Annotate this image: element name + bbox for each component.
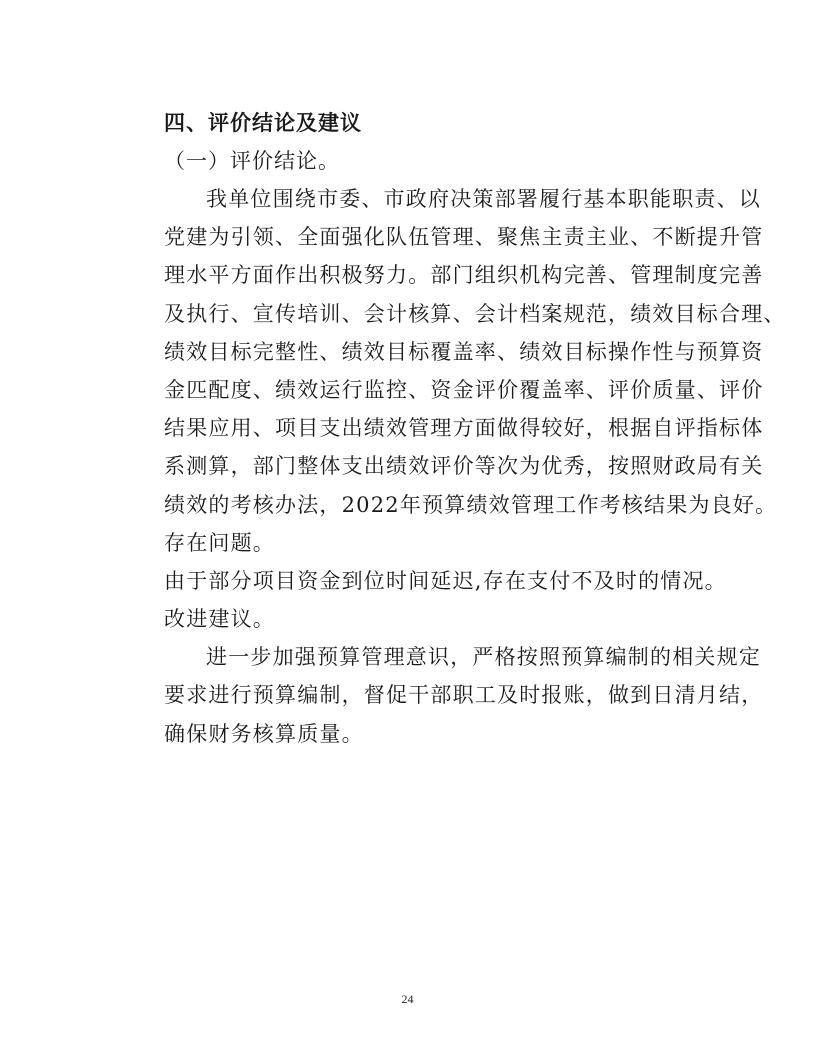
problems-text: 由于部分项目资金到位时间延迟,存在支付不及时的情况。: [164, 568, 727, 593]
paragraph-line: 确保财务核算质量。: [164, 721, 364, 746]
section-heading: 四、评价结论及建议: [164, 111, 362, 135]
problems-title: 存在问题。: [164, 530, 275, 555]
paragraph-line: 系测算，部门整体支出绩效评价等次为优秀，按照财政局有关: [164, 454, 764, 479]
paragraph-line: 绩效的考核办法，2022年预算绩效管理工作考核结果为良好。: [164, 492, 778, 517]
subsection-heading: （一）评价结论。: [164, 149, 340, 173]
suggestions-title: 改进建议。: [164, 607, 275, 632]
conclusion-paragraph: [122, 180, 786, 524]
paragraph-line: 绩效目标完整性、绩效目标覆盖率、绩效目标操作性与预算资: [164, 339, 764, 364]
paragraph-line: 金匹配度、绩效运行监控、资金评价覆盖率、评价质量、评价: [164, 377, 764, 402]
page-number: 24: [401, 992, 414, 1006]
paragraph-line: 及执行、宣传培训、会计核算、会计档案规范，绩效目标合理、: [164, 301, 786, 326]
paragraph-line: 理水平方面作出积极努力。部门组织机构完善、管理制度完善: [164, 263, 764, 288]
paragraph-line: 党建为引领、全面强化队伍管理、聚焦主责主业、不断提升管: [164, 225, 764, 250]
document-body: [122, 104, 786, 753]
paragraph-line: 结果应用、项目支出绩效管理方面做得较好，根据自评指标体: [164, 416, 764, 441]
paragraph-line: 要求进行预算编制，督促干部职工及时报账，做到日清月结，: [164, 683, 764, 708]
paragraph-line: 进一步加强预算管理意识，严格按照预算编制的相关规定: [206, 645, 761, 670]
suggestions-paragraph: [122, 638, 764, 753]
paragraph-line: 我单位围绕市委、市政府决策部署履行基本职能职责、以: [206, 187, 761, 211]
